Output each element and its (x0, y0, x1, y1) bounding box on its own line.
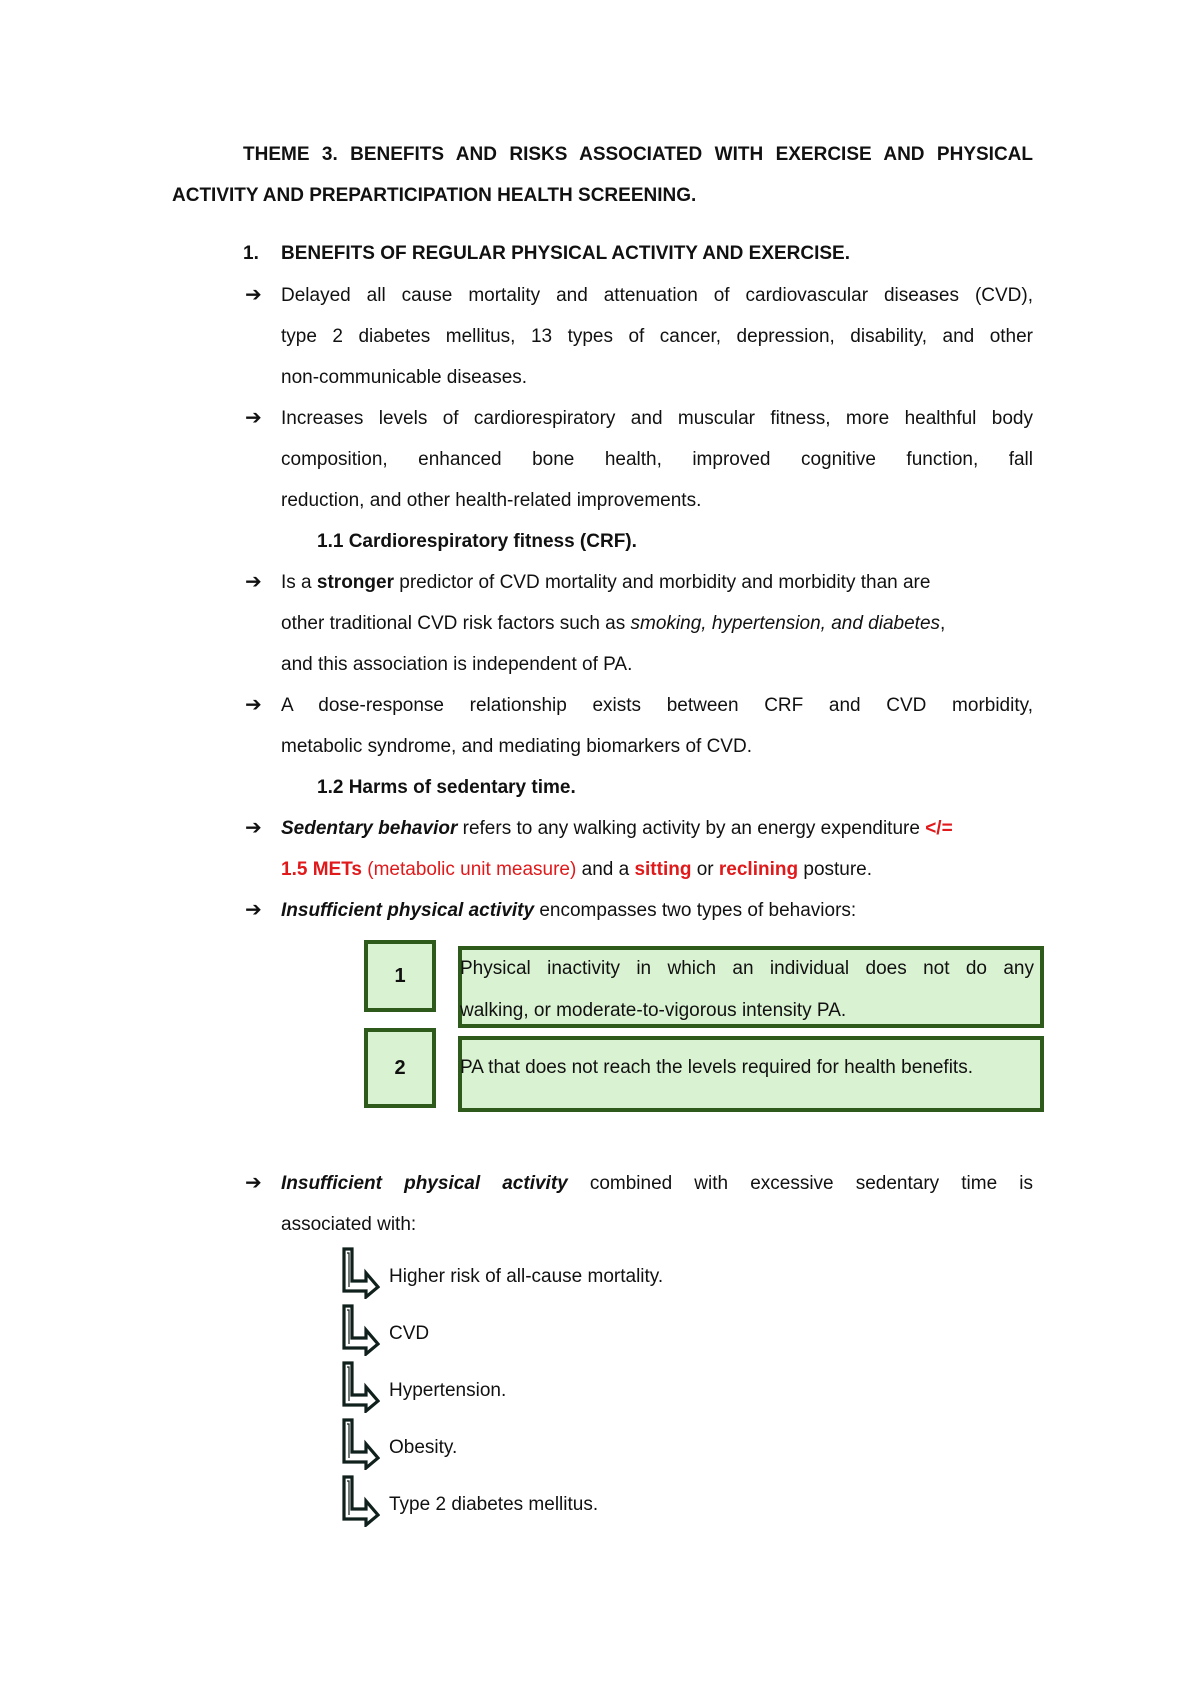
associated-condition-item: Hypertension. (389, 1380, 507, 1401)
associated-condition-item: Higher risk of all-cause mortality. (389, 1266, 664, 1287)
behavior-text: Physical inactivity in which an individual does not do any (460, 958, 1034, 979)
right-arrow-icon: ➔ (245, 284, 262, 306)
bullet-text: and this association is independent of PA. (281, 654, 633, 675)
bullet-text: Increases levels of cardiorespiratory and muscular fitness, more healthful body (281, 408, 1033, 429)
associated-condition-item: Type 2 diabetes mellitus. (389, 1494, 599, 1515)
behavior-number-box: 1 (364, 940, 436, 1012)
associated-condition-item: CVD (389, 1323, 430, 1344)
bullet-text: associated with: (281, 1214, 417, 1235)
right-arrow-icon: ➔ (245, 694, 262, 716)
behavior-number-box: 2 (364, 1028, 436, 1108)
bullet-text: Delayed all cause mortality and attenuation of cardiovascular diseases (CVD), (281, 285, 1033, 306)
section-number: 1. (243, 243, 259, 264)
bullet-text: 1.5 METs (metabolic unit measure) and a sitting or reclining posture. (281, 859, 873, 880)
behavior-text: walking, or moderate-to-vigorous intensity PA. (460, 1000, 847, 1021)
right-arrow-icon: ➔ (245, 571, 262, 593)
behavior-text: PA that does not reach the levels required for health benefits. (460, 1057, 973, 1078)
title-line-1: THEME 3. BENEFITS AND RISKS ASSOCIATED WITH EXERCISE AND PHYSICAL (243, 144, 1033, 165)
bullet-text: Is a stronger predictor of CVD mortality and morbidity and morbidity than are (281, 572, 931, 593)
subsection-heading: 1.1 Cardiorespiratory fitness (CRF). (317, 531, 637, 552)
elbow-arrow-icon (340, 1247, 380, 1299)
right-arrow-icon: ➔ (245, 899, 262, 921)
bullet-text: composition, enhanced bone health, improved cognitive function, fall (281, 449, 1033, 470)
bullet-text: metabolic syndrome, and mediating biomarkers of CVD. (281, 736, 752, 757)
right-arrow-icon: ➔ (245, 1172, 262, 1194)
associated-condition-item: Obesity. (389, 1437, 458, 1458)
bullet-text: other traditional CVD risk factors such as smoking, hypertension, and diabetes, (281, 613, 946, 634)
subsection-heading: 1.2 Harms of sedentary time. (317, 777, 576, 798)
bullet-text: A dose-response relationship exists between CRF and CVD morbidity, (281, 695, 1033, 716)
right-arrow-icon: ➔ (245, 407, 262, 429)
elbow-arrow-icon (340, 1361, 380, 1413)
elbow-arrow-icon (340, 1475, 380, 1527)
bullet-text: Insufficient physical activity encompasses two types of behaviors: (281, 900, 857, 921)
right-arrow-icon: ➔ (245, 817, 262, 839)
bullet-text: Sedentary behavior refers to any walking activity by an energy expenditure </= (281, 818, 953, 839)
bullet-text: non-communicable diseases. (281, 367, 528, 388)
bullet-text: Insufficient physical activity combined with excessive sedentary time is (281, 1173, 1033, 1194)
elbow-arrow-icon (340, 1304, 380, 1356)
bullet-text: type 2 diabetes mellitus, 13 types of cancer, depression, disability, and other (281, 326, 1033, 347)
bullet-text: reduction, and other health-related improvements. (281, 490, 702, 511)
section-heading: BENEFITS OF REGULAR PHYSICAL ACTIVITY AND EXERCISE. (281, 243, 851, 264)
title-line-2: ACTIVITY AND PREPARTICIPATION HEALTH SCREENING. (172, 185, 697, 206)
elbow-arrow-icon (340, 1418, 380, 1470)
